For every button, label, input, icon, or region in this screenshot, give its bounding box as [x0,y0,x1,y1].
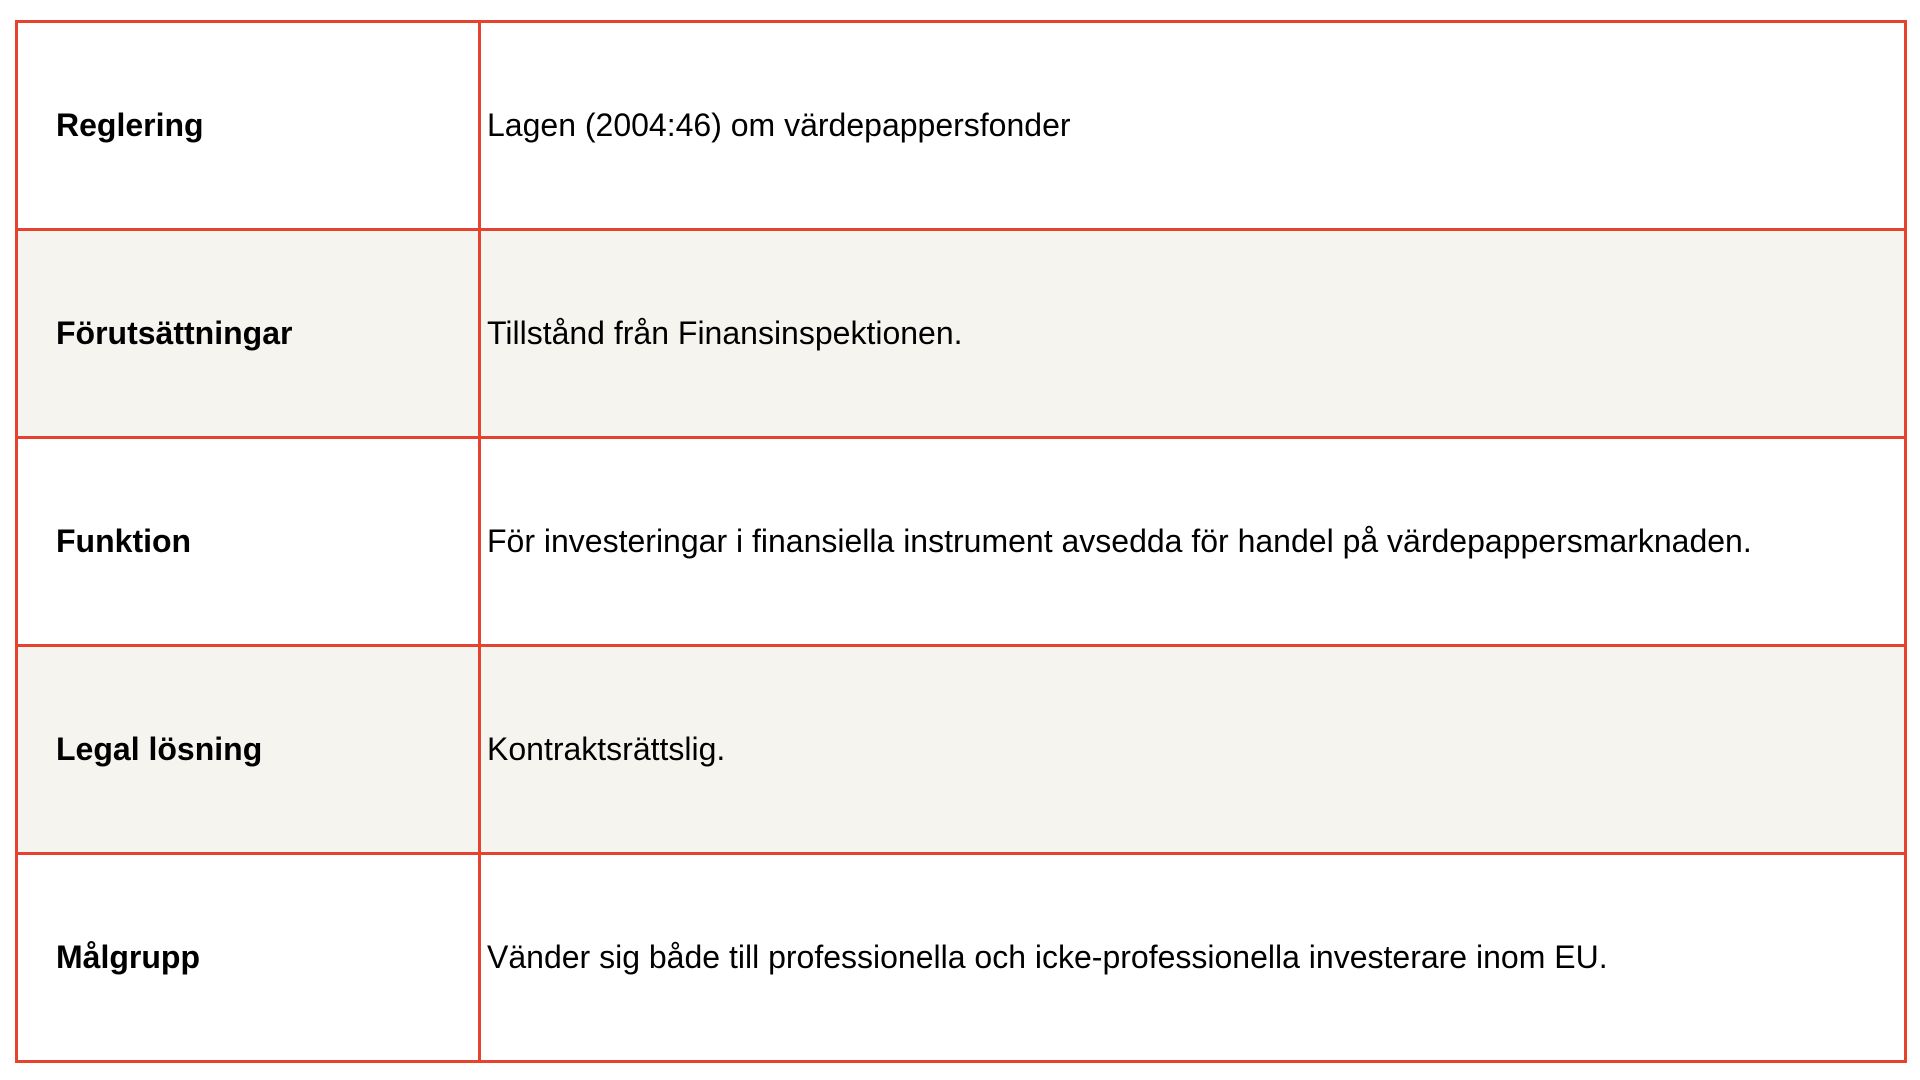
table-row [17,646,1906,854]
row-value-forutsattningar: Tillstånd från Finansinspektionen. [480,230,1906,438]
row-value-malgrupp: Vänder sig både till professionella och icke-professionella investerare inom EU. [480,854,1906,1062]
row-label-funktion: Funktion [17,438,480,646]
row-label-legal-losning: Legal lösning [17,646,480,854]
table-row [17,22,1906,230]
fund-info-table [15,20,1907,1063]
table-row [17,230,1906,438]
row-label-malgrupp: Målgrupp [17,854,480,1062]
row-value-reglering: Lagen (2004:46) om värdepappersfonder [480,22,1906,230]
table-row [17,438,1906,646]
row-label-reglering: Reglering [17,22,480,230]
row-value-legal-losning: Kontraktsrättslig. [480,646,1906,854]
row-value-funktion: För investeringar i finansiella instrument avsedda för handel på värdepappersmarknaden. [480,438,1906,646]
table-row [17,854,1906,1062]
row-label-forutsattningar: Förutsättningar [17,230,480,438]
